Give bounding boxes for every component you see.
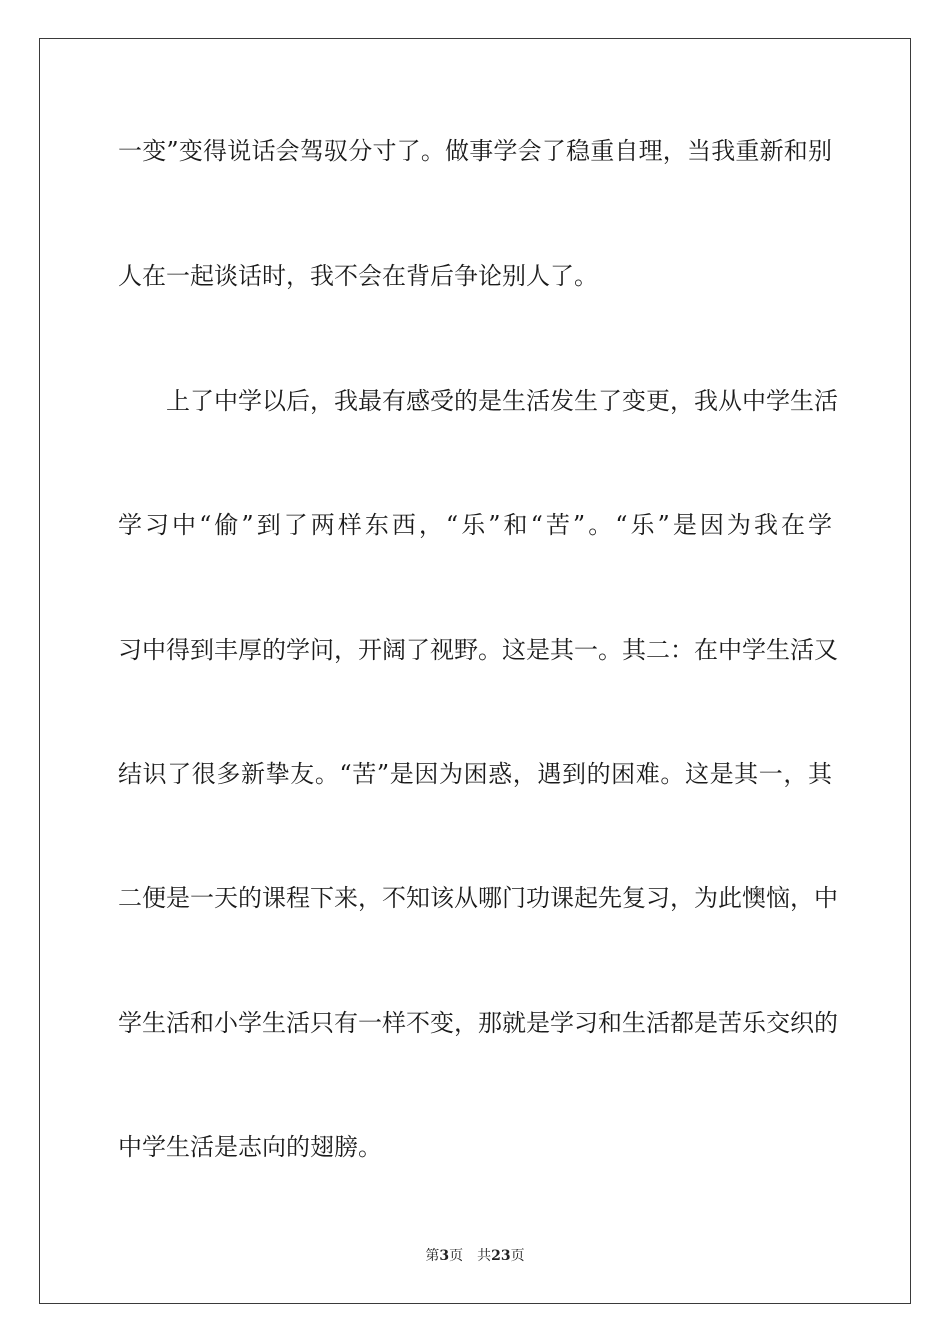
page-footer: [0, 1246, 950, 1266]
text-line: 习中得到丰厚的学问，开阔了视野。这是其一。其二：在中学生活又: [118, 636, 838, 664]
text-line: 中学生活是志向的翅膀。: [118, 1133, 382, 1161]
text-line: 学生活和小学生活只有一样不变，那就是学习和生活都是苦乐交织的: [118, 1009, 838, 1037]
text-line: 结识了很多新挚友。“苦”是因为困惑，遇到的困难。这是其一，其: [118, 760, 832, 788]
page-border: [39, 38, 911, 1304]
page-prefix: 第: [425, 1248, 440, 1264]
text-line: 一变”变得说话会驾驭分寸了。做事学会了稳重自理，当我重新和别: [118, 137, 832, 165]
paragraph-start-line: 上了中学以后，我最有感受的是生活发生了变更，我从中学生活: [166, 387, 838, 415]
page-total: 23: [491, 1248, 511, 1264]
page-current: 3: [439, 1248, 450, 1264]
page-suffix: 页: [449, 1248, 464, 1264]
text-line: 学习中“偷”到了两样东西，“乐”和“苦”。“乐”是因为我在学: [118, 511, 832, 539]
total-suffix: 页: [510, 1248, 525, 1264]
text-line: 二便是一天的课程下来，不知该从哪门功课起先复习，为此懊恼，中: [118, 884, 838, 912]
text-line: 人在一起谈话时，我不会在背后争论别人了。: [118, 262, 598, 290]
total-prefix: 共: [477, 1248, 492, 1264]
